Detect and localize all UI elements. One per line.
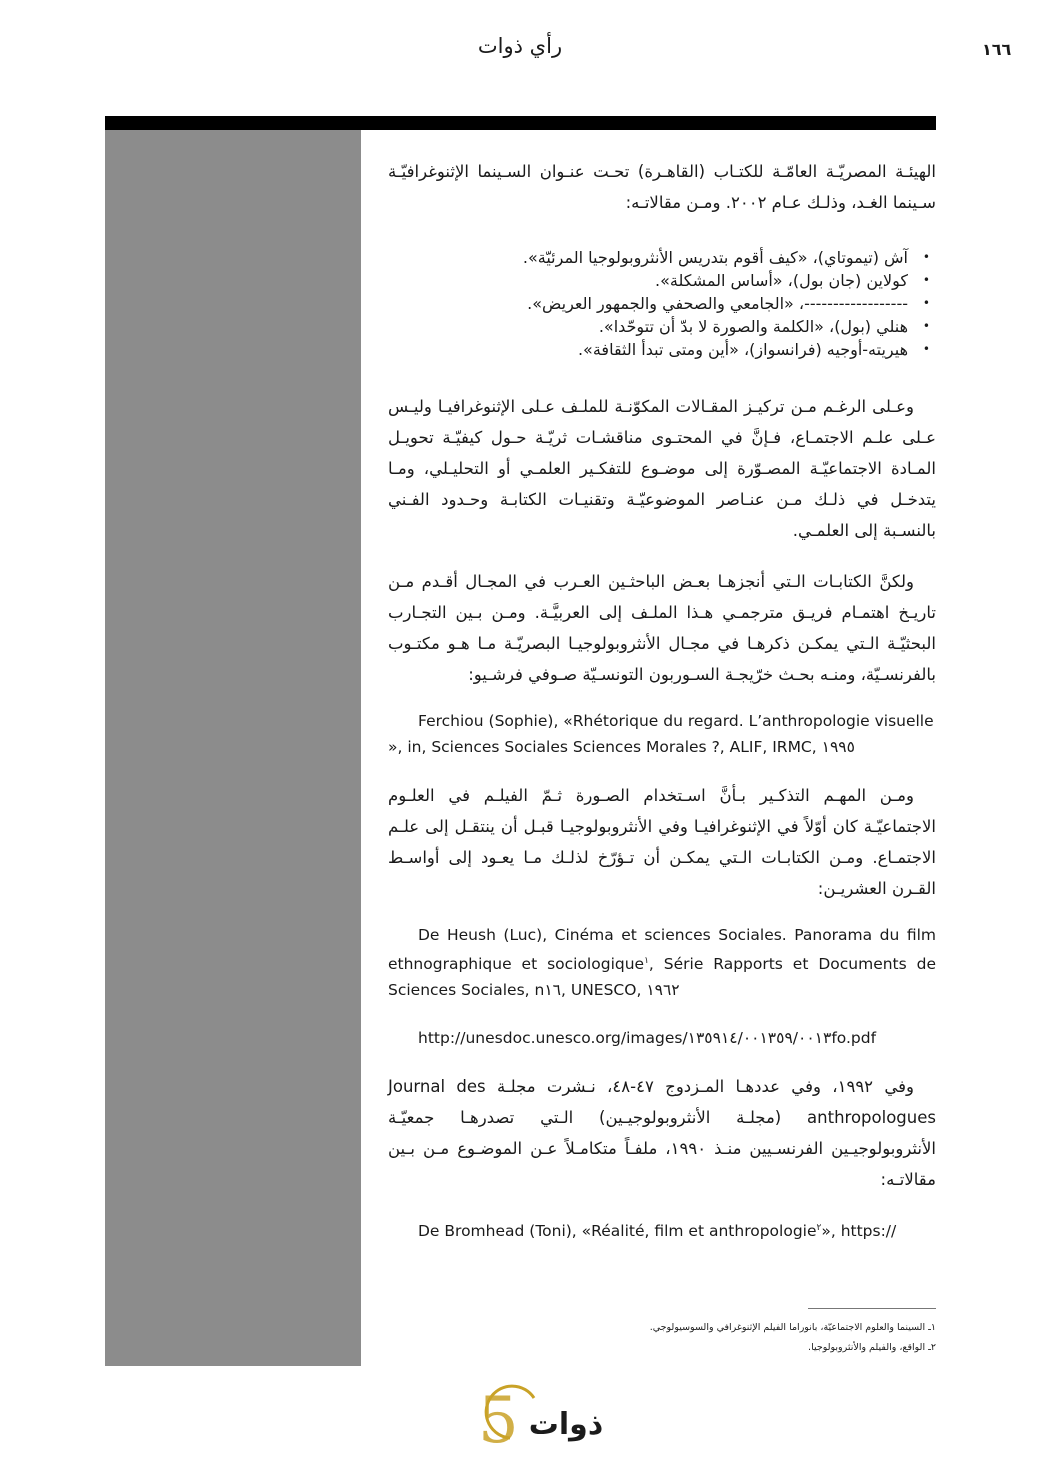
reference-text: », https:// bbox=[821, 1222, 897, 1241]
footnotes bbox=[560, 1318, 936, 1358]
paragraph-3: ولكنَّ الكتابـات الـتي أنجزهـا بعـض الباحثـين العـرب في المجـال أقـدم مـن تاريـخ اهتمـام فريـق مترجمـي هـذا الملـف إلى العربيَّـة. ومـن بـين التجـارب البحثيّـة الـتي يمكـن ذكرهـا في مجـال الأنثروبولوجيـا البصريّـة مـا هـو مكتـوب بالفرنسـيّة، ومنـه بحـث خرّيجـة السـوربون التونسـيّة صـوفي فرشـيو: bbox=[388, 572, 936, 684]
running-title: رأي ذوات bbox=[477, 34, 563, 58]
articles-list bbox=[388, 246, 936, 361]
footnote-1: ١ـ السينما والعلوم الاجتماعيّة، بانوراما الفيلم الإثنوغرافي والسوسيولوجي. bbox=[649, 1322, 936, 1333]
footnote-2: ٢ـ الواقع، والفيلم والأنثروبولوجيا. bbox=[808, 1342, 936, 1353]
list-item: • ------------------، «الجامعي والصحفي والجمهور العريض». bbox=[388, 292, 908, 315]
paragraph-text: (مجلـة الأنثروبولوجيـين) الـتي تصدرهـا جمعيّـة الأنثروبولوجيـين الفرنسـيين منـذ ١٩٩٠، ملفـاً متكامـلاً عـن الموضـوع مـن بـين مقالاتـه: bbox=[388, 1108, 936, 1190]
footnote-marker: ٢ bbox=[816, 1223, 822, 1234]
reference-text: De Heush (Luc), Cinéma et sciences Sociales. Panorama du film ethnographique et sociologique bbox=[388, 926, 936, 974]
top-black-bar bbox=[105, 116, 936, 130]
article-body bbox=[388, 156, 936, 1244]
paragraph-1: الهيئـة المصريّـة العامّـة للكتـاب (القاهـرة) تحـت عنـوان السـينما الإثنوغرافيّـة سـينما الغـد، وذلـك عـام ٢٠٠٢. ومـن مقالاتـه: bbox=[388, 162, 936, 212]
dhawat-logo bbox=[470, 1384, 610, 1450]
list-item: • هنلي (بول)، «الكلمة والصورة لا بدّ أن تتوحّدا». bbox=[388, 315, 908, 338]
reference-de-bromhead bbox=[388, 1215, 936, 1244]
paragraph-4: ومـن المهـم التذكـير بـأنَّ اسـتخدام الصـورة ثـمّ الفيلـم في العلـوم الاجتماعيّـة كان أوّلاً في الإثنوغرافيـا وفي الأنثروبولوجيـا قبـل أن ينتقـل إلى علـم الاجتمـاع. ومـن الكتابـات الـتي يمكـن أن تـؤرّخ لذلـك مـا يعـود إلى أواسـط القـرن العشريـن: bbox=[388, 786, 936, 898]
logo-wordmark: ذوات bbox=[528, 1407, 604, 1442]
logo-number: 5 bbox=[478, 1384, 519, 1450]
unesco-url: http://unesdoc.unesco.org/images/١٣٥٩١٤/٠٠١٣٥٩/٠٠١٣fo.pdf bbox=[418, 1029, 877, 1048]
reference-text: De Bromhead (Toni), «Réalité, film et anthropologie bbox=[418, 1222, 817, 1241]
paragraph-5 bbox=[388, 1071, 936, 1195]
reference-text: , Série Rapports et Documents de Sciences Sociales, n١٦, UNESCO, ١٩٦٢ bbox=[388, 955, 936, 1000]
list-item: • آش (تيموتاي)، «كيف أقوم بتدريس الأنثروبولوجيا المرئيّة». bbox=[388, 246, 908, 269]
page-number: ١٦٦ bbox=[982, 40, 1012, 59]
footnote-divider bbox=[808, 1308, 936, 1309]
paragraph-text: وفي ١٩٩٢، وفي عددهـا المـزدوج ٤٧-٤٨، نـشرت مجلـة bbox=[485, 1077, 914, 1097]
footnote-marker: ١ bbox=[644, 956, 649, 966]
reference-ferchiou: Ferchiou (Sophie), «Rhétorique du regard. L’anthropologie visuelle », in, Sciences Sociales Sciences Morales ?, ALIF, IRMC, ١٩٩٥ bbox=[388, 712, 934, 756]
list-item: • هيريته-أوجيه (فرانسواز)، «أين ومتى تبدأ الثقافة». bbox=[388, 338, 908, 361]
dhawat-logo-mark bbox=[470, 1384, 610, 1450]
paragraph-2: وعـلى الرغـم مـن تركيـز المقـالات المكوّنـة للملـف عـلى الإثنوغرافيـا وليـس عـلى علـم الاجتمـاع، فـإنَّ في المحتـوى مناقشـات ثريّـة حـول كيفيّـة تحويـل المـادة الاجتماعيّـة المصـوّرة إلى موضـوع للتفكـير العلمـي أو التحليـلي، ومـا يتدخـل في ذلـك مـن عنـاصر الموضوعيّـة وتقنيـات الكتابـة وحـدود الفـني بالنسـبة إلى العلمـي. bbox=[388, 397, 936, 540]
reference-de-heush bbox=[388, 922, 936, 1003]
list-item: • كولاين (جان بول)، «أساس المشكلة». bbox=[388, 269, 908, 292]
side-gray-panel bbox=[105, 130, 361, 1366]
journal-name: Journal des anthropologues bbox=[388, 1077, 936, 1128]
